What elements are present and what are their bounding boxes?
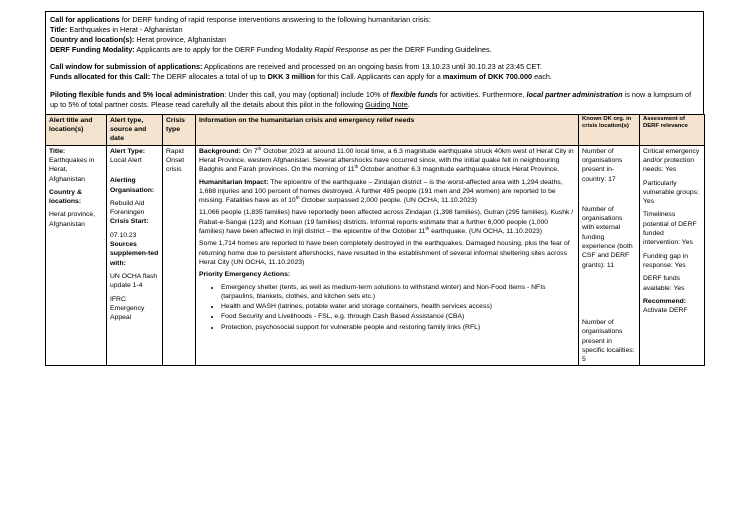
call-modality [50, 45, 699, 55]
assessment-recommend-label: Recommend: [643, 297, 687, 305]
col1-country-label: Country & locations: [49, 188, 82, 206]
table-row [46, 145, 705, 366]
call-pilot-text-2: for activities. Furthermore, [437, 89, 527, 99]
orgs-external-funding: Number of organisations with external funding experience (both CSF and DERF grants): 11 [582, 205, 633, 269]
call-info-box [45, 11, 704, 115]
alert-table [45, 114, 705, 367]
header-alert-title: Alert title and location(s) [46, 114, 107, 145]
col3-crisis-type: Rapid Onset crisis [166, 147, 185, 174]
call-pilot-end: . [407, 99, 410, 109]
cell-crisis-type [163, 145, 196, 366]
info-homes: Some 1,714 homes are reported to have been completely destroyed in the earthquakes. Damaged housing, plus the fear of returning home due to persistent aftershocks, have resulted in the establishment of several informal sheltering sites across Herat City (UN OCHA, 11.10.2023) [199, 240, 570, 266]
document-page [45, 11, 704, 366]
assessment-timeliness: Timeliness potential of DERF funded intervention: Yes [643, 211, 697, 247]
header-alert-type: Alert type, source and date [107, 114, 163, 145]
assessment-recommend-value: Activate DERF [643, 307, 688, 315]
call-pilot-local: local partner administration [526, 89, 623, 99]
col2-source-2: IFRC Emergency Appeal [110, 295, 145, 322]
header-info: Information on the humanitarian crisis and emergency relief needs [196, 114, 579, 145]
assessment-funding-gap: Funding gap in response: Yes [643, 252, 688, 269]
assessment-vulnerable: Particularly vulnerable groups: Yes [643, 179, 699, 206]
col2-org-label: Alerting Organisation: [110, 177, 155, 194]
call-heading-rest: for DERF funding of rapid response interventions answering to the following humanitarian crisis: [119, 15, 431, 24]
call-heading [50, 15, 699, 25]
list-item: • Emergency shelter (tents, as well as medium-term solutions to withstand winter) and Non-Food Items - NFIs (tarpaulins, blankets, clothes, and kitchen sets etc.) [221, 283, 575, 302]
info-background-label: Background: [199, 147, 241, 155]
col1-title-label: Title: [49, 147, 66, 155]
call-funds-post: each. [532, 72, 552, 82]
col1-title-value: Earthquakes in Herat, Afghanistan [49, 156, 95, 183]
info-priority-label: Priority Emergency Actions: [199, 271, 291, 279]
col2-start-label: Crisis Start: [110, 218, 149, 226]
col2-type-label: Alert Type: [110, 147, 145, 155]
call-modality-label: DERF Funding Modality: [50, 45, 135, 55]
col2-type-value: Local Alert [110, 156, 142, 164]
header-known-orgs: Known DK org. in crisis location(s) [579, 114, 640, 145]
header-crisis-type: Crisis type [163, 114, 196, 145]
assessment-critical: Critical emergency and/or protection needs: Yes [643, 147, 700, 174]
orgs-localities: Number of organisations present in specific localities: 5 [582, 318, 635, 364]
assessment-funds-available: DERF funds available: Yes [643, 275, 685, 292]
call-pilot-text-1: : Under this call, you may (optional) include 10% of [224, 89, 391, 99]
call-title [50, 25, 699, 35]
info-impact: Humanitarian Impact: The epicentre of the earthquake – Zindajan district – is the worst-affected area with 1,294 deaths, 1,688 injuries and 100 percent of homes destroyed. A further 485 people (191 men and 294 women) are reported to be missing. Fatalities have as of 10th October surpassed 2,000 people. (UN OCHA, 11.10.2023) [199, 178, 563, 205]
call-pilot-flex: flexible funds [390, 89, 438, 99]
call-funds-label: Funds allocated for this Call: [50, 72, 151, 82]
table-header-row [46, 114, 705, 145]
guiding-note-link[interactable]: Guiding Note [365, 99, 408, 109]
info-affected: 11,066 people (1,835 families) have reportedly been affected across Zindajan (1,398 families), Gulran (295 families), Kushk / Rabat-e-Sangai (123) and Kohsan (19 families) districts. Informal reports estimate that a further 6,000 people (1,000 families) have been affected in Injil district – the epicentre of the October 11th earthquake. (UN OCHA, 11.10.2023) [199, 209, 574, 236]
call-pilot-label: Piloting flexible funds and 5% local administration [50, 89, 225, 99]
cell-assessment [640, 145, 705, 366]
orgs-in-country: Number of organisations present in-country: 17 [582, 147, 623, 183]
call-pilot [50, 90, 699, 110]
call-modality-post: as per the DERF Funding Guidelines. [368, 45, 492, 55]
cell-info [196, 145, 579, 366]
cell-alert-type [107, 145, 163, 366]
info-impact-label: Humanitarian Impact: [199, 178, 269, 186]
col2-sources-label: Sources supplemen-ted with: [110, 241, 159, 267]
info-priority [199, 270, 575, 279]
call-modality-italic: Rapid Response [314, 45, 369, 55]
cell-known-orgs [579, 145, 640, 366]
call-pilot-text-3: is now a lumpsum of up to 5% of total partner costs. Please read carefully all the details about this pilot in the following [50, 89, 692, 109]
call-funds-max: maximum of DKK 700.000 [442, 72, 533, 82]
col1-country-value: Herat province, Afghanistan [49, 211, 96, 228]
call-heading-bold: Call for applications [50, 15, 120, 24]
call-country-label: Country and location(s): [50, 35, 135, 45]
call-funds-mid: for this Call. Applicants can apply for a [315, 72, 443, 82]
cell-alert-title [46, 145, 107, 366]
call-country-value: Herat province, Afghanistan [134, 35, 226, 45]
call-funds-pre: The DERF allocates a total of up to [150, 72, 268, 82]
call-funds-total: DKK 3 million [267, 72, 316, 82]
call-funds [50, 72, 699, 82]
call-title-label: Title: [50, 25, 68, 35]
call-window [50, 62, 699, 72]
info-background: Background: On 7th October 2023 at around 11.00 local time, a 6.3 magnitude earthquake struck 40km west of Herat City in Herat Province, western Afghanistan. Several aftershocks have occurred since, with the initial quake felt in neighbouring Badghis and Farah provinces. On the morning of 11th October another 6.3 magnitude earthquake struck Herat Province. [199, 145, 574, 174]
header-assessment: Assessment of DERF relevance [640, 114, 705, 145]
priority-actions-list [199, 283, 575, 332]
col2-org-value: Rebuild Aid Foreningen [110, 199, 145, 217]
call-window-label: Call window for submission of applications: [50, 62, 203, 72]
col2-source-1: UN OCHA flash update 1-4 [110, 272, 158, 290]
call-country [50, 35, 699, 45]
call-modality-pre: Applicants are to apply for the DERF Funding Modality [134, 45, 315, 55]
list-item: • Health and WASH (latrines, potable water and storage containers, health services access) [221, 302, 575, 311]
call-window-value: Applications are received and processed on an ongoing basis from 13.10.23 until 30.10.23 at 23:45 CET. [202, 62, 542, 72]
list-item: • Protection, psychosocial support for vulnerable people and restoring family links (RFL) [221, 323, 575, 332]
list-item: • Food Security and Livelihoods - FSL, e.g. through Cash Based Assistance (CBA) [221, 312, 575, 321]
call-title-value: Earthquakes in Herat - Afghanistan [67, 25, 183, 35]
col2-start-value: 07.10.23 [110, 231, 137, 239]
